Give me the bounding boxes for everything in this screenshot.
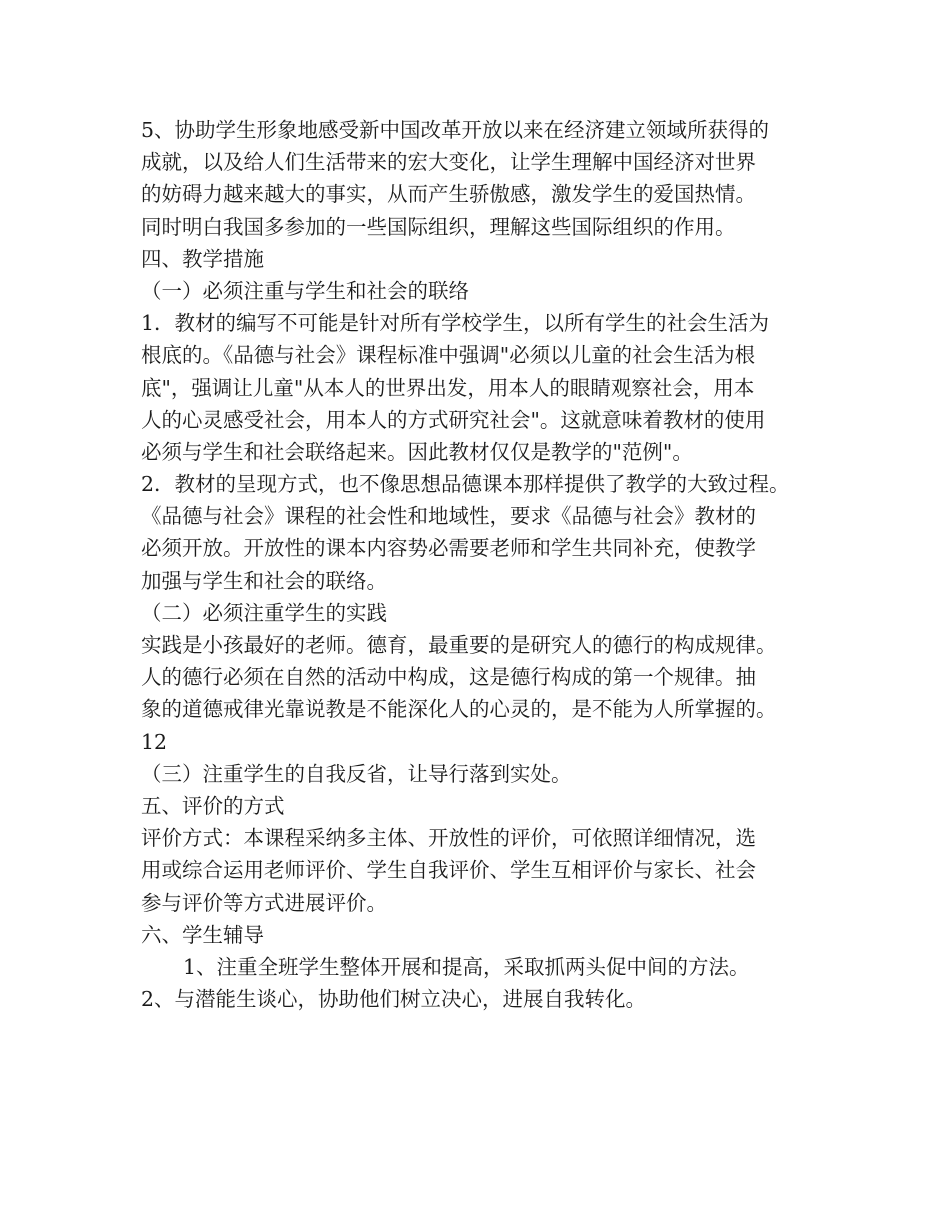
subsection-heading: （三）注重学生的自我反省，让导行落到实处。 xyxy=(141,761,572,786)
section-heading: 四、教学措施 xyxy=(141,246,264,271)
subsection-heading: （一）必须注重与学生和社会的联络 xyxy=(141,278,469,303)
page-number-text: 12 xyxy=(141,729,168,754)
paragraph-line: 5、协助学生形象地感受新中国改革开放以来在经济建立领域所获得的 xyxy=(141,118,770,142)
paragraph-line: 人的德行必须在自然的活动中构成，这是德行构成的第一个规律。抽 xyxy=(141,665,756,690)
paragraph-line: 2．教材的呈现方式，也不像思想品德课本那样提供了教学的大致过程。 xyxy=(141,472,790,497)
subsection-heading: （二）必须注重学生的实践 xyxy=(141,600,387,625)
list-item: 2、与潜能生谈心，协助他们树立决心，进展自我转化。 xyxy=(141,987,647,1012)
paragraph-line: 底"，强调让儿童"从本人的世界出发，用本人的眼睛观察社会，用本 xyxy=(141,375,755,400)
paragraph-line: 根底的。《品德与社会》课程标准中强调"必须以儿童的社会生活为根 xyxy=(141,343,756,368)
paragraph-line: 实践是小孩最好的老师。德育，最重要的是研究人的德行的构成规律。 xyxy=(141,633,777,657)
list-item: 1、注重全班学生整体开展和提高，采取抓两头促中间的方法。 xyxy=(183,954,750,979)
paragraph-line: 必须开放。开放性的课本内容势必需要老师和学生共同补充，使教学 xyxy=(141,536,756,561)
paragraph-line: 必须与学生和社会联络起来。因此教材仅仅是教学的"范例"。 xyxy=(141,439,693,464)
section-heading: 六、学生辅导 xyxy=(141,922,264,947)
document-body xyxy=(141,114,821,1015)
paragraph-line: 加强与学生和社会的联络。 xyxy=(141,568,387,593)
paragraph-line: 评价方式：本课程采纳多主体、开放性的评价，可依照详细情况，选 xyxy=(141,826,756,851)
paragraph-line: 用或综合运用老师评价、学生自我评价、学生互相评价与家长、社会 xyxy=(141,858,756,883)
paragraph-line: 成就，以及给人们生活带来的宏大变化，让学生理解中国经济对世界 xyxy=(141,150,756,175)
paragraph-line: 人的心灵感受社会，用本人的方式研究社会"。这就意味着教材的使用 xyxy=(141,407,766,432)
paragraph-line: 参与评价等方式进展评价。 xyxy=(141,890,387,915)
paragraph-line: 的妨碍力越来越大的事实，从而产生骄傲感，激发学生的爱国热情。 xyxy=(141,182,756,207)
paragraph-line: 1．教材的编写不可能是针对所有学校学生，以所有学生的社会生活为 xyxy=(141,311,770,336)
section-heading: 五、评价的方式 xyxy=(141,793,285,818)
paragraph-line: 象的道德戒律光靠说教是不能深化人的心灵的，是不能为人所掌握的。 xyxy=(141,697,777,722)
paragraph-line: 同时明白我国多参加的一些国际组织，理解这些国际组织的作用。 xyxy=(141,214,736,239)
paragraph-line: 《品德与社会》课程的社会性和地域性，要求《品德与社会》教材的 xyxy=(141,504,756,529)
